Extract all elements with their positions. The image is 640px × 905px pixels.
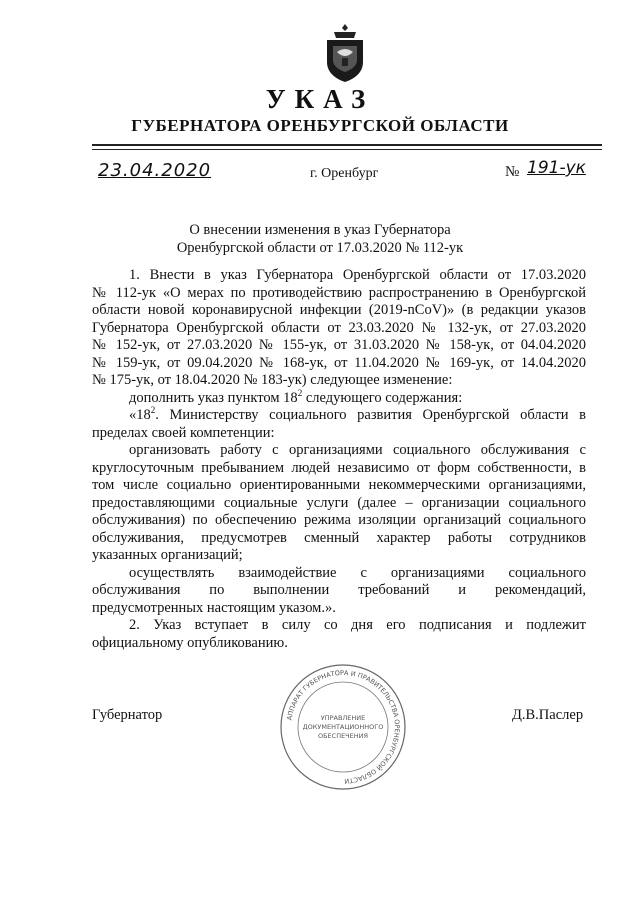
document-subtitle: ГУБЕРНАТОРА ОРЕНБУРГСКОЙ ОБЛАСТИ xyxy=(131,116,509,135)
document-city: г. Оренбург xyxy=(310,166,379,181)
heading-line: О внесении изменения в указ Губернатора xyxy=(189,222,451,238)
body-line: предоставляющими социальные услуги (далее – организации социального xyxy=(92,494,586,511)
body-line: дополнить указ пунктом $18^2$ следующего содержания: xyxy=(129,387,463,406)
body-line: указанных организаций; xyxy=(92,547,243,563)
signer-position: Губернатор xyxy=(92,707,163,723)
body-line: № 152-ук, от 27.03.2020 № 155-ук, от 31.03.2020 № 158-ук, от 04.04.2020 xyxy=(92,337,586,353)
document-date: 23.04.2020 xyxy=(98,160,212,181)
header-rule-thin xyxy=(92,149,602,150)
body-line: официальному опубликованию. xyxy=(92,634,288,651)
body-line: обслуживания по выполнении требований и рекомендаций, xyxy=(92,582,586,598)
seal-ring-text: АППАРАТ ГУБЕРНАТОРА И ПРАВИТЕЛЬСТВА ОРЕНБУРГСКОЙ ОБЛАСТИ xyxy=(285,668,402,786)
body-line: «$18^2$. Министерству социального развития Оренбургской области в xyxy=(129,405,586,423)
body-line: обслуживания, предусмотрев сменный характер работы сотрудников xyxy=(92,529,586,546)
body-line: № 159-ук, от 09.04.2020 № 168-ук, от 11.04.2020 № 169-ук, от 14.04.2020 xyxy=(92,354,586,371)
body-line: области новой коронавирусной инфекции (2019-nCoV)» (в редакции указов xyxy=(92,302,586,318)
official-seal xyxy=(278,662,408,792)
number-sign: № xyxy=(505,164,520,180)
document-heading xyxy=(0,221,640,257)
seal-center-line: ОБЕСПЕЧЕНИЯ xyxy=(317,732,369,740)
body-line: № 175-ук, от 18.04.2020 № 183-ук) следующее изменение: xyxy=(92,372,453,388)
body-line: обслуживания) по обеспечению режима изоляции организаций социального xyxy=(92,512,586,528)
document-title: УКАЗ xyxy=(265,84,375,114)
document-number: 191-ук xyxy=(527,158,586,178)
body-line: 2. Указ вступает в силу со дня его подписания и подлежит xyxy=(129,617,586,633)
body-line: предусмотренных настоящим указом.». xyxy=(92,599,336,616)
document-body xyxy=(92,267,586,652)
header-rule xyxy=(92,144,602,146)
seal-center-line: ДОКУМЕНТАЦИОННОГО xyxy=(302,723,384,731)
body-line: организовать работу с организациями социального обслуживания с xyxy=(129,442,586,458)
body-line: том числе социально ориентированными некоммерческими организациями, xyxy=(92,477,586,493)
coat-of-arms-icon xyxy=(322,22,368,84)
body-line: 1. Внести в указ Губернатора Оренбургской области от 17.03.2020 xyxy=(129,267,586,283)
seal-center-line: УПРАВЛЕНИЕ xyxy=(320,714,366,722)
body-line: осуществлять взаимодействие с организациями социального xyxy=(129,564,586,581)
body-line: Губернатора Оренбургской области от 23.03.2020 № 132-ук, от 27.03.2020 xyxy=(92,319,586,336)
body-line: № 112-ук «О мерах по противодействию распространению в Оренбургской xyxy=(92,284,586,301)
heading-line: Оренбургской области от 17.03.2020 № 112-ук xyxy=(176,240,464,256)
signer-name: Д.В.Паслер xyxy=(512,707,584,723)
body-line: пределах своей компетенции: xyxy=(92,424,275,441)
body-line: круглосуточным пребыванием людей независимо от форм собственности, в xyxy=(92,459,586,476)
